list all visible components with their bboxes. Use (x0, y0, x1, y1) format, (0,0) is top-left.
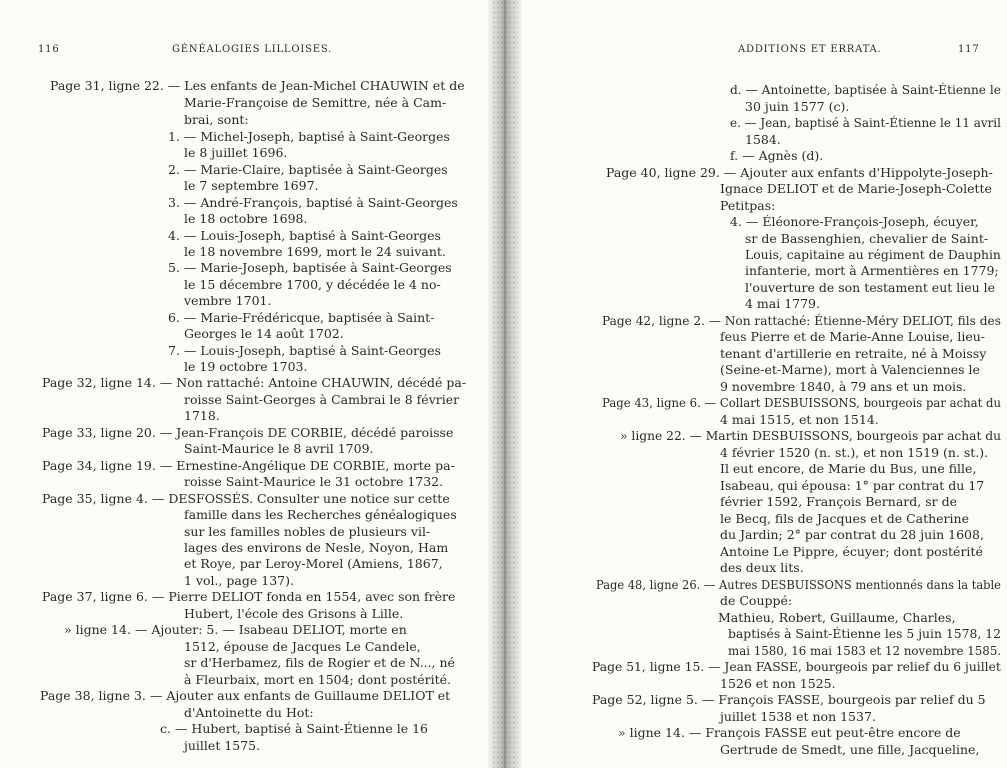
text-line: 1 vol., page 137). (184, 573, 294, 588)
left-page (0, 0, 490, 768)
text-line: roisse Saint-Georges à Cambrai le 8 février (184, 392, 460, 407)
text-line: à Fleurbaix, mort en 1504; dont postérité. (184, 672, 452, 687)
text-line: Page 42, ligne 2. — Non rattaché: Étienne-Méry DELIOT, fils des (602, 313, 1001, 328)
left-running-title: GÉNÉALOGIES LILLOISES. (172, 44, 333, 55)
text-line: 3. — André-François, baptisé à Saint-Georges (168, 195, 458, 210)
text-line: 5. — Marie-Joseph, baptisée à Saint-Georges (168, 260, 452, 275)
text-line: février 1592, François Bernard, sr de (720, 494, 957, 509)
text-line: et Roye, par Leroy-Morel (Amiens, 1867, (184, 556, 443, 571)
text-line: Page 33, ligne 20. — Jean-François DE CORBIE, décédé paroisse (42, 425, 454, 440)
text-line: » ligne 22. — Martin DESBUISSONS, bourgeois par achat du (620, 428, 1002, 443)
text-line: 4. — Louis-Joseph, baptisé à Saint-Georges (168, 228, 441, 243)
text-line: Hubert, l'école des Grisons à Lille. (184, 606, 404, 621)
text-line: d'Antoinette du Hot: (184, 705, 314, 720)
text-line: 4. — Éléonore-François-Joseph, écuyer, (730, 214, 979, 229)
text-line: le 15 décembre 1700, y décédée le 4 no- (184, 277, 441, 292)
text-line: le 19 octobre 1703. (184, 359, 308, 374)
text-line: Il eut encore, de Marie du Bus, une fille, (720, 461, 977, 476)
text-line: 1. — Michel-Joseph, baptisé à Saint-Georges (168, 129, 450, 144)
text-line: Page 43, ligne 6. — Collart DESBUISSONS, bourgeois par achat du (602, 395, 1001, 410)
text-line: 4 mai 1515, et non 1514. (720, 412, 879, 427)
text-line: le 18 novembre 1699, mort le 24 suivant. (184, 244, 446, 259)
text-line: » ligne 14. — Ajouter: 5. — Isabeau DELIOT, morte en (64, 622, 407, 637)
text-line: 1526 et non 1525. (720, 676, 836, 691)
text-line: Page 32, ligne 14. — Non rattaché: Antoine CHAUWIN, décédé pa- (42, 375, 467, 390)
text-line: » ligne 14. — François FASSE eut peut-être encore de (618, 725, 961, 740)
text-line: Gertrude de Smedt, une fille, Jacqueline, (720, 742, 980, 757)
left-page-number: 116 (38, 44, 60, 55)
text-line: du Jardin; 2° par contrat du 28 juin 1608, (720, 527, 984, 542)
text-line: 2. — Marie-Claire, baptisée à Saint-Georges (168, 162, 448, 177)
text-line: 7. — Louis-Joseph, baptisé à Saint-Georges (168, 343, 441, 358)
text-line: 6. — Marie-Frédéricque, baptisée à Saint- (168, 310, 435, 325)
text-line: sr d'Herbamez, fils de Rogier et de N..., né (184, 655, 455, 670)
text-line: Page 48, ligne 26. — Autres DESBUISSONS mentionnés dans la table (596, 577, 1001, 592)
text-line: le 18 octobre 1698. (184, 211, 308, 226)
text-line: (Seine-et-Marne), mort à Valenciennes le (720, 362, 980, 377)
right-running-title: ADDITIONS ET ERRATA. (738, 44, 882, 55)
text-line: brai, sont: (184, 112, 249, 127)
text-line: feus Pierre et de Marie-Anne Louise, lieu- (720, 329, 986, 344)
text-line: 4 mai 1779. (745, 296, 820, 311)
text-line: lages des environs de Nesle, Noyon, Ham (184, 540, 449, 555)
text-line: Page 35, ligne 4. — DESFOSSÉS. Consulter une notice sur cette (42, 491, 450, 506)
text-line: de Couppé: (720, 593, 793, 608)
text-line: f. — Agnès (d). (730, 148, 824, 163)
text-line: Page 38, ligne 3. — Ajouter aux enfants de Guillaume DELIOT et (40, 688, 451, 703)
text-line: Isabeau, qui épousa: 1° par contrat du 17 (720, 478, 985, 493)
text-line: Page 31, ligne 22. — Les enfants de Jean-Michel CHAUWIN et de (50, 78, 465, 93)
text-line: Page 34, ligne 19. — Ernestine-Angélique DE CORBIE, morte pa- (42, 458, 455, 473)
text-line: des deux lits. (720, 560, 804, 575)
right-page-number: 117 (958, 44, 980, 55)
text-line: d. — Antoinette, baptisée à Saint-Étienne le (730, 82, 1002, 97)
text-line: Antoine Le Pippre, écuyer; dont postérité (720, 544, 983, 559)
text-line: vembre 1701. (184, 293, 272, 308)
text-line: le 8 juillet 1696. (184, 145, 288, 160)
text-line: infanterie, mort à Armentières en 1779; (745, 263, 999, 278)
text-line: Page 51, ligne 15. — Jean FASSE, bourgeois par relief du 6 juillet (592, 659, 1001, 674)
text-line: 1584. (745, 132, 781, 147)
text-line: Louis, capitaine au régiment de Dauphin (745, 247, 1001, 262)
text-line: juillet 1538 et non 1537. (720, 709, 876, 724)
text-line: le Becq, fils de Jacques et de Catherine (720, 511, 969, 526)
text-line: 30 juin 1577 (c). (745, 99, 850, 114)
text-line: juillet 1575. (184, 738, 261, 753)
text-line: 1512, épouse de Jacques Le Candele, (184, 639, 421, 654)
text-line: le 7 septembre 1697. (184, 178, 319, 193)
text-line: e. — Jean, baptisé à Saint-Étienne le 11 avril (730, 115, 1001, 130)
text-line: l'ouverture de son testament eut lieu le (745, 280, 996, 295)
text-line: Mathieu, Robert, Guillaume, Charles, (718, 610, 956, 625)
text-line: baptisés à Saint-Étienne les 5 juin 1578, 12 (728, 626, 1002, 641)
text-line: Ignace DELIOT et de Marie-Joseph-Colette (720, 181, 992, 196)
text-line: 9 novembre 1840, à 79 ans et un mois. (720, 379, 967, 394)
text-line: tenant d'artillerie en retraite, né à Moissy (720, 346, 987, 361)
gutter-noise (492, 0, 518, 768)
text-line: roisse Saint-Maurice le 31 octobre 1732. (184, 474, 444, 489)
text-line: c. — Hubert, baptisé à Saint-Étienne le 16 (160, 721, 429, 736)
text-line: sur les familles nobles de plusieurs vil- (184, 524, 431, 539)
text-line: 4 février 1520 (n. st.), et non 1519 (n. st.). (720, 445, 989, 460)
text-line: 1718. (184, 408, 220, 423)
text-line: Petitpas: (720, 198, 776, 213)
text-line: mai 1580, 16 mai 1583 et 12 novembre 1585. (728, 643, 1002, 658)
right-page (520, 0, 1007, 768)
text-line: Marie-Françoise de Semittre, née à Cam- (184, 95, 447, 110)
text-line: Page 37, ligne 6. — Pierre DELIOT fonda en 1554, avec son frère (42, 589, 456, 604)
text-line: Page 52, ligne 5. — François FASSE, bourgeois par relief du 5 (592, 692, 986, 707)
text-line: famille dans les Recherches généalogiques (184, 507, 457, 522)
text-line: sr de Bassenghien, chevalier de Saint- (745, 231, 989, 246)
text-line: Georges le 14 août 1702. (184, 326, 344, 341)
text-line: Page 40, ligne 29. — Ajouter aux enfants d'Hippolyte-Joseph- (606, 165, 993, 180)
text-line: Saint-Maurice le 8 avril 1709. (184, 441, 374, 456)
